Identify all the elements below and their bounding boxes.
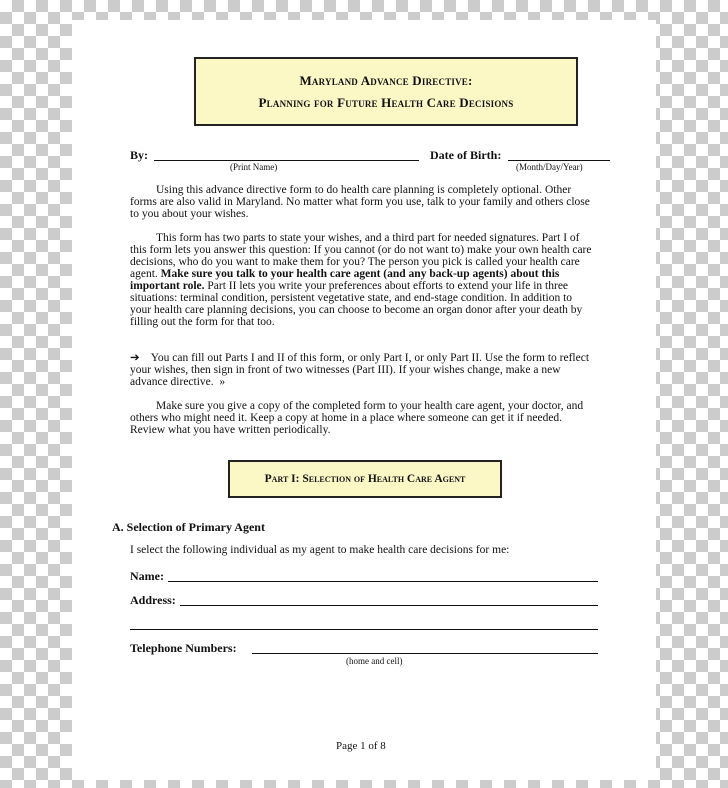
paragraph-2-text-a: This form has two parts to state your wishes, and a third part for needed signatures. Part I of this form lets you answer this question: If you cannot (or do not want to) make your own health care decisions, who do you want to make them for you? The person you pick is called your health care agent. [130, 232, 592, 280]
paragraph-1 [130, 184, 592, 220]
paragraph-1-text: Using this advance directive form to do health care planning is completely optional. Other forms are also valid in Maryland. No matter what form you use, talk to your family and others close to you about your wishes. [130, 184, 590, 220]
address-label: Address: [130, 593, 176, 607]
dob-line[interactable] [508, 160, 610, 161]
title-line-2: Planning for Future Health Care Decisions [258, 94, 514, 110]
name-label: Name: [130, 569, 164, 583]
arrow-icon: ➔ [130, 352, 140, 364]
dob-hint: (Month/Day/Year) [516, 162, 583, 172]
phone-line[interactable] [252, 653, 598, 654]
address-line-2[interactable] [130, 629, 598, 630]
phone-hint: (home and cell) [346, 656, 403, 666]
print-name-hint: (Print Name) [230, 162, 278, 172]
paragraph-2 [130, 232, 592, 328]
title-line-1: Maryland Advance Directive: [299, 72, 473, 88]
paragraph-2-text-c: Part II lets you write your preferences about efforts to extend your life in three situations: terminal condition, persistent vegetative state, and end-stage condition. In addition to your health care planning decisions, you can choose to become an organ donor after your death by filling out the form for that too. [130, 280, 583, 328]
by-label: By: [130, 148, 148, 162]
paragraph-3-text: You can fill out Parts I and II of this form, or only Part I, or only Part II. Use the form to reflect your wishes, then sign in front of two witnesses (Part III). If your wishes change, make a new advance directive. [130, 352, 590, 388]
section-a-heading: A. Selection of Primary Agent [112, 520, 265, 534]
end-mark: » [219, 376, 226, 388]
dob-label: Date of Birth: [430, 148, 502, 162]
name-line[interactable] [168, 581, 598, 582]
title-box [194, 57, 578, 126]
paragraph-3 [130, 352, 592, 388]
page-number: Page 1 of 8 [336, 740, 386, 752]
part-1-box [228, 460, 502, 498]
select-agent-text: I select the following individual as my agent to make health care decisions for me: [130, 544, 510, 556]
paragraph-4 [130, 400, 592, 436]
by-row [130, 148, 610, 178]
document-page [72, 20, 656, 780]
print-name-line[interactable] [154, 160, 419, 161]
phone-label: Telephone Numbers: [130, 641, 237, 655]
part-1-label: Part I: Selection of Health Care Agent [264, 473, 466, 485]
paragraph-4-text: Make sure you give a copy of the completed form to your health care agent, your doctor, and others who might need it. Keep a copy at home in a place where someone can get it if needed. Review what you have written periodically. [130, 400, 584, 436]
address-line-1[interactable] [180, 605, 598, 606]
paragraph-2-bold: Make sure you talk to your health care agent (and any back-up agents) about this important role. [130, 268, 560, 292]
